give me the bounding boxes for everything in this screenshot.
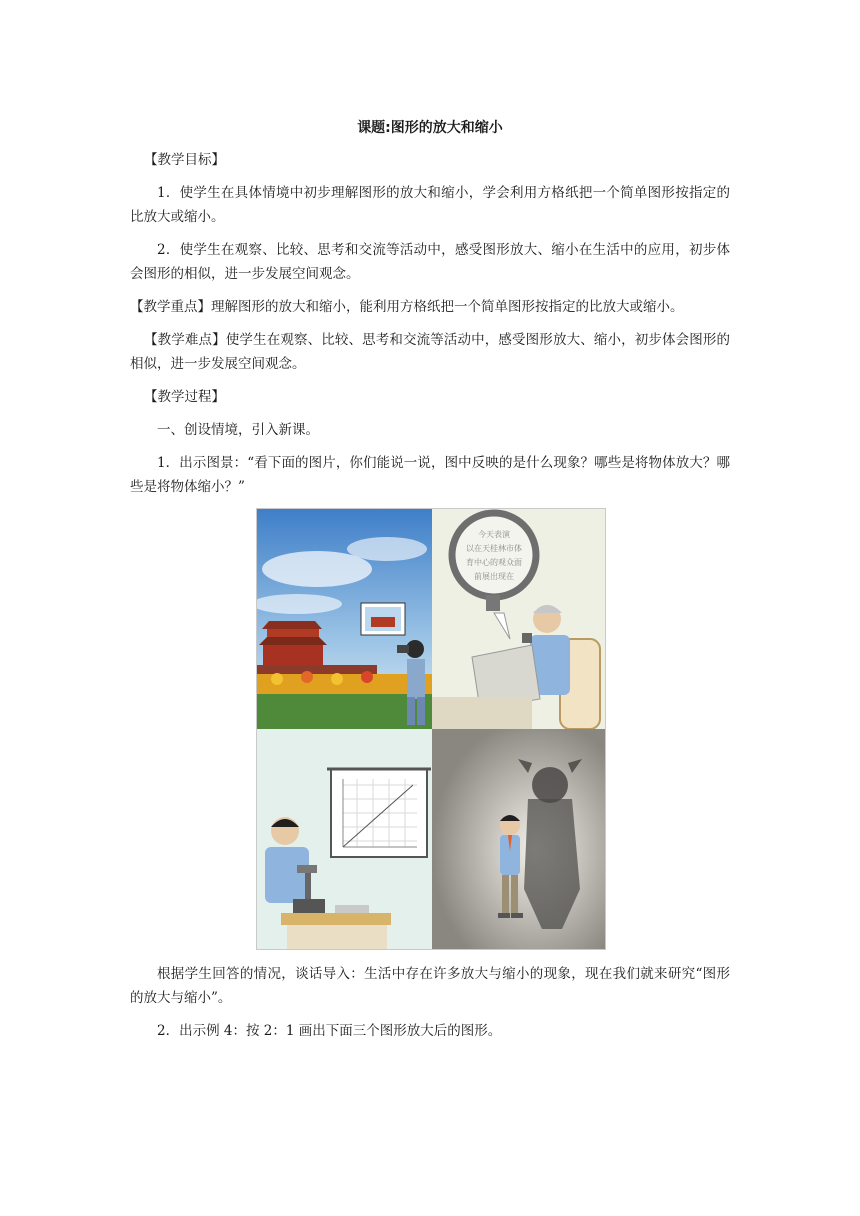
step-1-item-2: 2．出示例 4：按 2：1 画出下面三个图形放大后的图形。 (157, 1023, 502, 1039)
document-body (130, 116, 730, 1052)
key-point (130, 295, 730, 319)
after-figure-text: 根据学生回答的情况，谈话导入：生活中存在许多放大与缩小的现象，现在我们就来研究“图形的放大与缩小”。 (130, 966, 730, 1006)
magnifier-line-3: 育中心的观众面 (466, 558, 522, 567)
step-1-heading: 一、创设情境，引入新课。 (157, 422, 319, 438)
goal-1: 1．使学生在具体情境中初步理解图形的放大和缩小，学会利用方格纸把一个简单图形按指定的比放大或缩小。 (130, 185, 730, 225)
goals-heading: 【教学目标】 (144, 152, 225, 168)
magnifier-line-4: 前展出现在 (474, 572, 514, 581)
key-point-text: 理解图形的放大和缩小，能利用方格纸把一个简单图形按指定的比放大或缩小。 (211, 299, 684, 315)
lesson-title: 课题:图形的放大和缩小 (357, 120, 503, 136)
projector-panel (257, 729, 432, 949)
process-heading: 【教学过程】 (144, 389, 225, 405)
magnifier-panel (432, 509, 605, 729)
difficulty-point (130, 328, 730, 376)
key-point-label: 【教学重点】 (130, 299, 211, 315)
photo-panel-tiananmen (257, 509, 432, 729)
illustration-figure (256, 508, 606, 950)
difficulty-label: 【教学难点】 (144, 332, 226, 348)
difficulty-text: 使学生在观察、比较、思考和交流等活动中，感受图形放大、缩小，初步体会图形的相似，进一步发展空间观念。 (130, 332, 731, 372)
goal-2: 2．使学生在观察、比较、思考和交流等活动中，感受图形放大、缩小在生活中的应用，初步体会图形的相似，进一步发展空间观念。 (130, 242, 730, 282)
shadow-panel (432, 729, 605, 949)
magnifier-line-1: 今天表演 (478, 530, 510, 539)
step-1-item-1: 1．出示图景：“看下面的图片，你们能说一说，图中反映的是什么现象？哪些是将物体放大？哪些是将物体缩小？” (130, 455, 730, 495)
magnifier-line-2: 以在天桂林市体 (466, 544, 522, 553)
